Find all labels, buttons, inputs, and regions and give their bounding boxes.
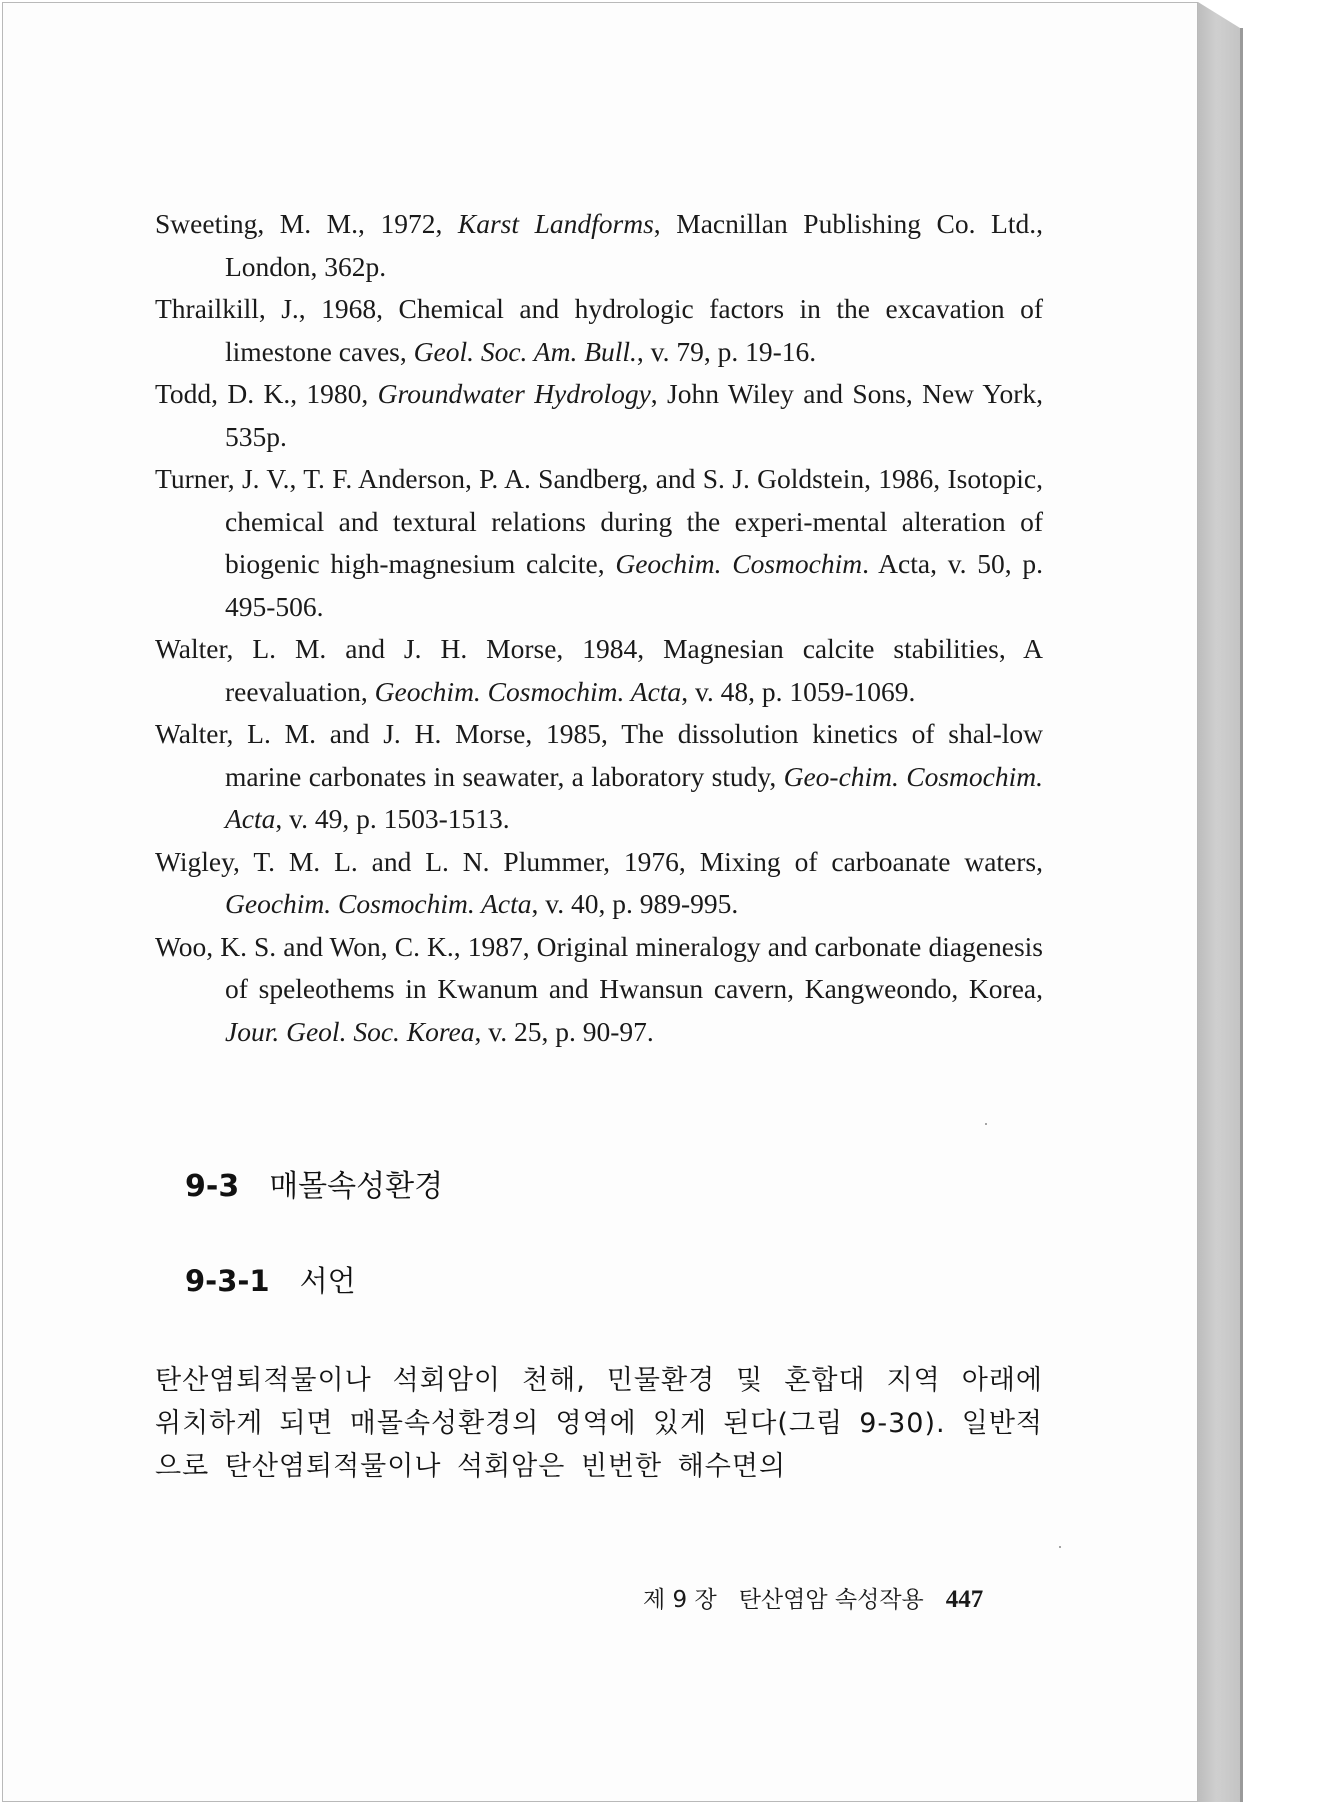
footer-chapter: 제 9 장 bbox=[643, 1587, 717, 1613]
page-number: 447 bbox=[945, 1586, 984, 1613]
section-number: 9-3 bbox=[185, 1169, 240, 1204]
reference-entry: Turner, J. V., T. F. Anderson, P. A. Sandberg, and S. J. Goldstein, 1986, Isotopic, chemical and textural relations during the experi-mental alteration of biogenic high-magnesium calcite, Geochim. Cosmochim. Acta, v. 50, p. 495-506. bbox=[155, 463, 1043, 622]
running-footer bbox=[643, 1581, 983, 1614]
subsection-heading bbox=[185, 1259, 356, 1300]
reference-entry: Todd, D. K., 1980, Groundwater Hydrology, John Wiley and Sons, New York, 535p. bbox=[155, 378, 1043, 452]
scan-speck bbox=[1059, 1546, 1061, 1548]
reference-entry: Sweeting, M. M., 1972, Karst Landforms, Macnillan Publishing Co. Ltd., London, 362p. bbox=[155, 208, 1043, 282]
reference-entry: Walter, L. M. and J. H. Morse, 1984, Magnesian calcite stabilities, A reevaluation, Geochim. Cosmochim. Acta, v. 48, p. 1059-1069. bbox=[155, 633, 1043, 707]
reference-entry: Woo, K. S. and Won, C. K., 1987, Original mineralogy and carbonate diagenesis of speleothems in Kwanum and Hwansun cavern, Kangweondo, Korea, Jour. Geol. Soc. Korea, v. 25, p. 90-97. bbox=[155, 930, 1043, 1047]
reference-entry: Thrailkill, J., 1968, Chemical and hydrologic factors in the excavation of limestone caves, Geol. Soc. Am. Bull., v. 79, p. 19-16. bbox=[155, 293, 1043, 367]
section-heading bbox=[185, 1161, 443, 1205]
page-edge-line bbox=[1240, 28, 1243, 1802]
body-paragraph: 탄산염퇴적물이나 석회암이 천해, 민물환경 및 혼합대 지역 아래에 위치하게 되면 매몰속성환경의 영역에 있게 된다(그림 9-30). 일반적으로 탄산염퇴적물이나 석회암은 빈번한 해수면의 bbox=[155, 1365, 1043, 1482]
reference-list bbox=[155, 203, 1043, 1053]
subsection-title: 서언 bbox=[299, 1264, 356, 1298]
footer-title: 탄산염암 속성작용 bbox=[738, 1587, 924, 1613]
scan-speck bbox=[985, 1123, 987, 1125]
page-edge-shadow bbox=[1198, 2, 1240, 1802]
section-title: 매몰속성환경 bbox=[269, 1169, 444, 1204]
subsection-number: 9-3-1 bbox=[185, 1264, 270, 1298]
reference-entry: Walter, L. M. and J. H. Morse, 1985, The dissolution kinetics of shal-low marine carbonates in seawater, a laboratory study, Geo-chim. Cosmochim. Acta, v. 49, p. 1503-1513. bbox=[155, 718, 1043, 834]
book-page bbox=[2, 2, 1198, 1802]
reference-entry: Wigley, T. M. L. and L. N. Plummer, 1976, Mixing of carboanate waters, Geochim. Cosmochim. Acta, v. 40, p. 989-995. bbox=[155, 845, 1043, 919]
